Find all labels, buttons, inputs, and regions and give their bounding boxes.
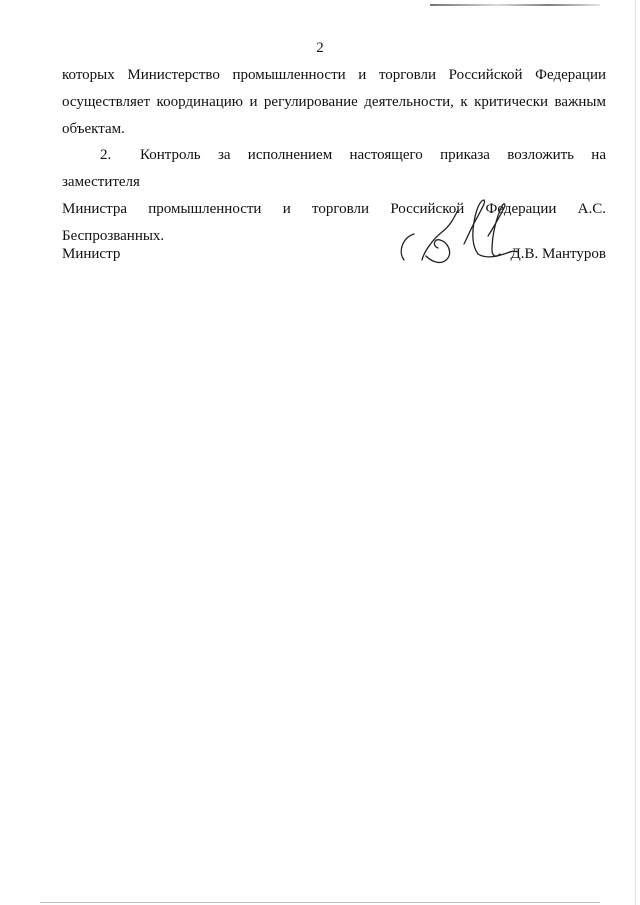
scan-artifact-bottom — [40, 902, 600, 903]
page-number: 2 — [316, 40, 324, 56]
signer-title: Министр — [62, 246, 121, 262]
item-number: 2. — [100, 147, 112, 163]
signer-name: Д.В. Мантуров — [510, 246, 606, 262]
paragraph-line: осуществляет координацию и регулирование деятельности, к критически важным — [62, 94, 606, 110]
paragraph-continuation — [62, 62, 606, 143]
paragraph-text: Контроль за исполнением настоящего приказа возложить на заместителя — [62, 147, 606, 190]
paragraph-line: которых Министерство промышленности и торговли Российской Федерации — [62, 67, 606, 83]
paragraph-line: Министра промышленности и торговли Российской Федерации А.С. Беспрозванных. — [62, 201, 606, 244]
handwritten-signature — [392, 196, 532, 276]
paragraph-line: объектам. — [62, 121, 125, 137]
scan-artifact-top — [430, 4, 600, 6]
paragraph-line — [62, 142, 606, 196]
scan-artifact-right — [635, 0, 636, 905]
